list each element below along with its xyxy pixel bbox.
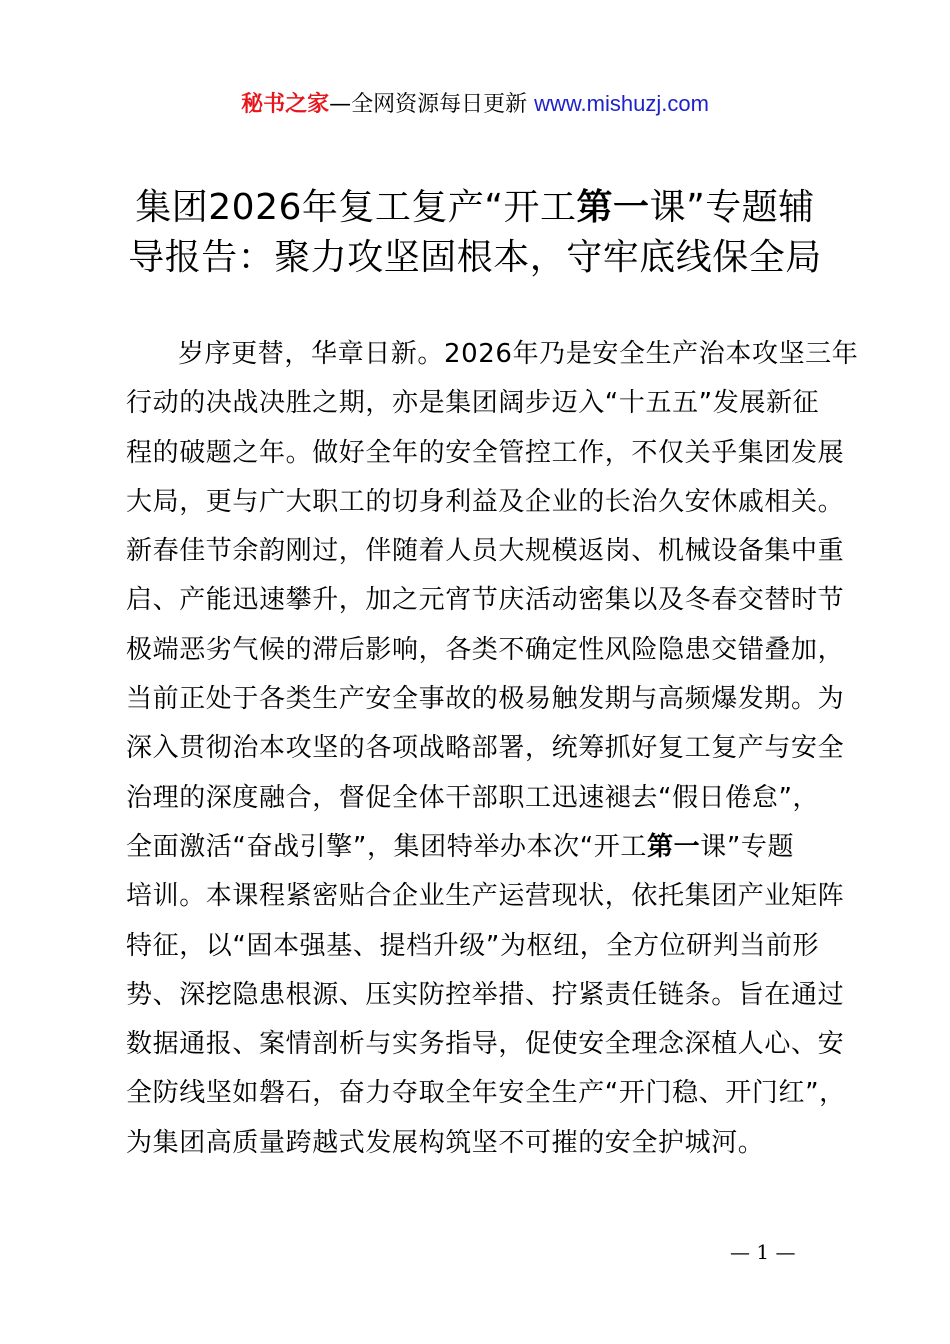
body-paragraph: [126, 330, 859, 1168]
paragraph-line: 全防线坚如磐石，奋力夺取全年安全生产“开门稳、开门红”，: [126, 1078, 846, 1109]
paragraph-line: 深入贯彻治本攻坚的各项战略部署，统筹抓好复工复产与安全: [126, 733, 845, 764]
paragraph-line: 大局，更与广大职工的切身利益及企业的长治久安休戚相关。: [126, 486, 845, 517]
brand-name: 秘书之家: [241, 92, 330, 117]
paragraph-line-part-1: 全面激活“奋战引擎”，集团特举办本次“开工: [126, 831, 648, 862]
paragraph-line: 势、深挖隐患根源、压实防控举措、拧紧责任链条。旨在通过: [126, 979, 845, 1010]
paragraph-line: 启、产能迅速攀升，加之元宵节庆活动密集以及冬春交替时节: [126, 585, 845, 616]
paragraph-line: 培训。本课程紧密贴合企业生产运营现状，依托集团产业矩阵: [126, 881, 845, 912]
site-url-link[interactable]: www.mishuzj.com: [534, 91, 709, 116]
paragraph-line: [126, 823, 838, 872]
paragraph-line: 程的破题之年。做好全年的安全管控工作，不仅关乎集团发展: [126, 437, 845, 468]
paragraph-line: 极端恶劣气候的滞后影响，各类不确定性风险隐患交错叠加，: [126, 634, 845, 665]
header-tagline: —全网资源每日更新: [329, 92, 535, 117]
paragraph-line: 当前正处于各类生产安全事故的极易触发期与高频爆发期。为: [126, 684, 845, 715]
title-line-1: [110, 183, 840, 233]
paragraph-line: 岁序更替，华章日新。2026年乃是安全生产治本攻坚三年: [178, 339, 859, 369]
paragraph-line: 行动的决战决胜之期，亦是集团阔步迈入“十五五”发展新征: [126, 388, 820, 419]
document-title: [110, 183, 840, 283]
site-header: [0, 88, 950, 121]
paragraph-line: 治理的深度融合，督促全体干部职工迅速褪去“假日倦怠”，: [126, 782, 820, 813]
paragraph-line-bold: 第一: [647, 831, 701, 862]
paragraph-line-part-2: 课”专题: [700, 831, 795, 862]
title-line-1-part-2: 课”专题辅: [649, 187, 815, 228]
paragraph-line: 为集团高质量跨越式发展构筑坚不可摧的安全护城河。: [126, 1127, 765, 1158]
title-line-2: 导报告：聚力攻坚固根本，守牢底线保全局: [128, 237, 822, 278]
paragraph-line: 数据通报、案情剖析与实务指导，促使安全理念深植人心、安: [126, 1029, 845, 1060]
paragraph-line: 新春佳节余韵刚过，伴随着人员大规模返岗、机械设备集中重: [126, 536, 845, 567]
title-line-1-part-1: 集团2026年复工复产“开工: [135, 187, 577, 228]
page-number: — 1 —: [730, 1240, 796, 1264]
paragraph-line: 特征，以“固本强基、提档升级”为枢纽，全方位研判当前形: [126, 930, 820, 961]
title-line-1-bold: 第一: [576, 187, 650, 228]
